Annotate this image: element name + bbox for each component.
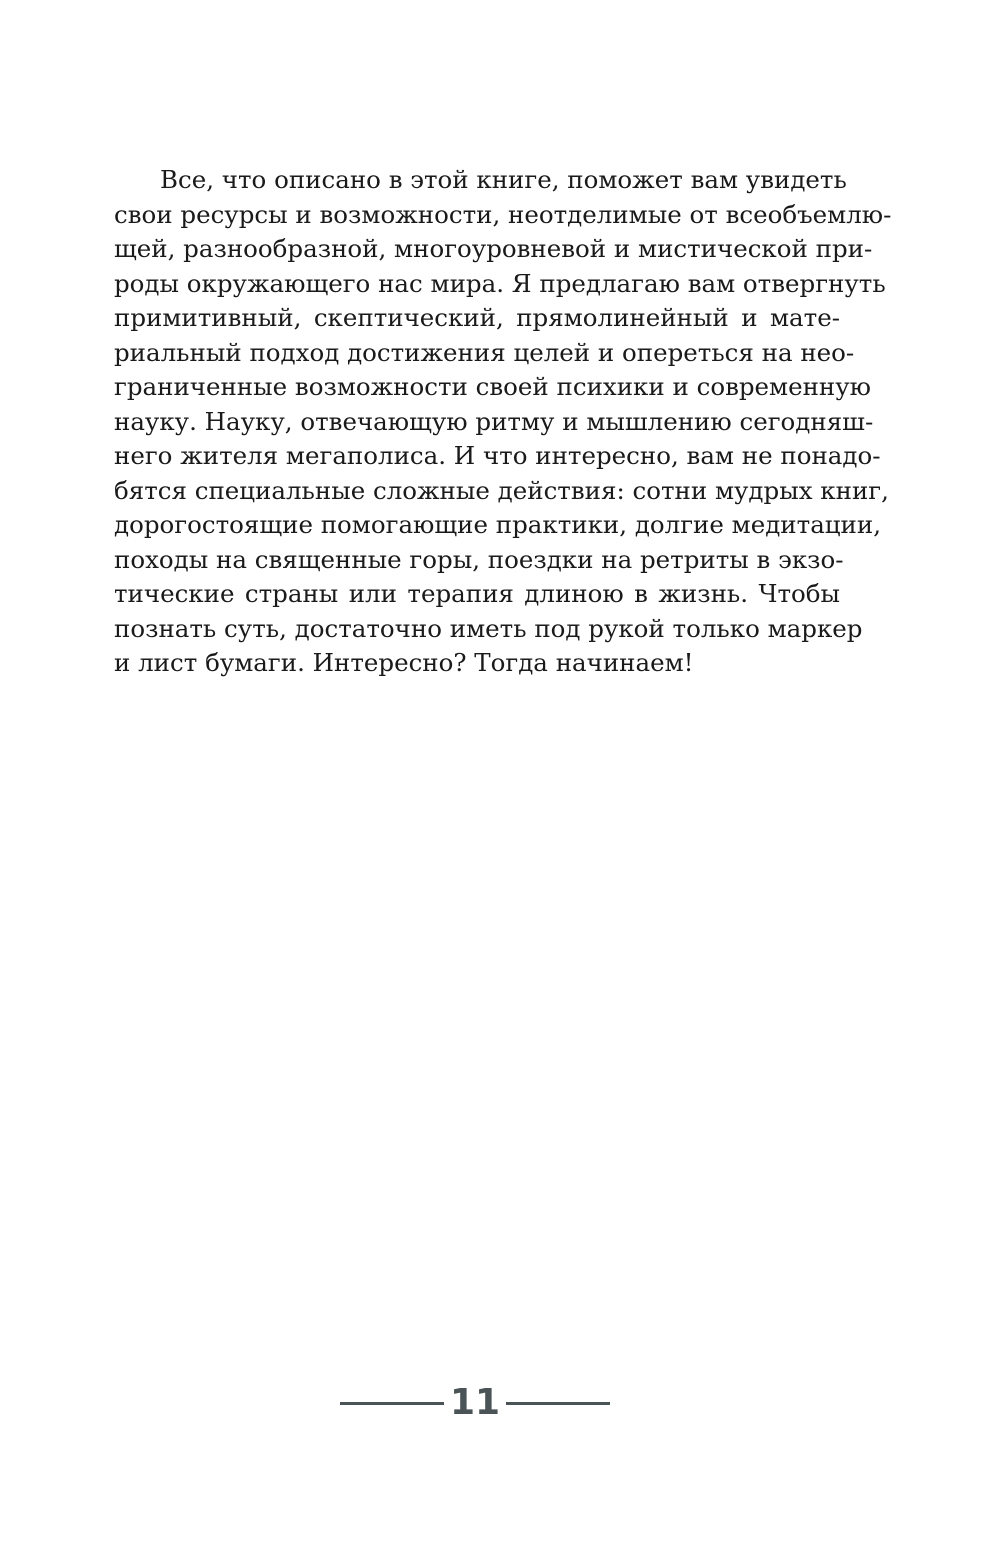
paragraph-line: него жителя мегаполиса. И что интересно, вам не понадо- <box>114 441 881 470</box>
paragraph-line: свои ресурсы и возможности, неотделимые от всеобъемлю- <box>114 199 892 229</box>
paragraph-line: Все, что описано в этой книге, поможет вам увидеть <box>160 165 847 194</box>
footer-rule-right <box>506 1402 610 1405</box>
paragraph-line: познать суть, достаточно иметь под рукой только маркер <box>114 613 863 643</box>
paragraph-line: походы на священные горы, поездки на ретриты в экзо- <box>114 544 844 574</box>
paragraph-line: граниченные возможности своей психики и современную <box>114 372 872 401</box>
body-paragraph <box>114 163 892 681</box>
paragraph-line: дорогостоящие помогающие практики, долгие медитации, <box>114 510 882 539</box>
paragraph-line: и лист бумаги. Интересно? Тогда начинаем! <box>114 648 694 677</box>
paragraph-line: примитивный, скептический, прямолинейный и мате- <box>114 303 840 332</box>
footer-rule-left <box>340 1402 444 1405</box>
page-footer <box>0 1372 1000 1432</box>
paragraph-line: щей, разнообразной, многоуровневой и мистической при- <box>114 234 873 263</box>
page-number: 11 <box>449 1382 501 1423</box>
paragraph-line: риальный подход достижения целей и опереться на нео- <box>114 337 855 367</box>
paragraph-line: науку. Науку, отвечающую ритму и мышлению сегодняш- <box>114 406 874 436</box>
paragraph-line: тические страны или терапия длиною в жизнь. Чтобы <box>114 579 840 608</box>
paragraph-line: роды окружающего нас мира. Я предлагаю вам отвергнуть <box>114 268 886 298</box>
paragraph-line: бятся специальные сложные действия: сотни мудрых книг, <box>114 475 889 505</box>
